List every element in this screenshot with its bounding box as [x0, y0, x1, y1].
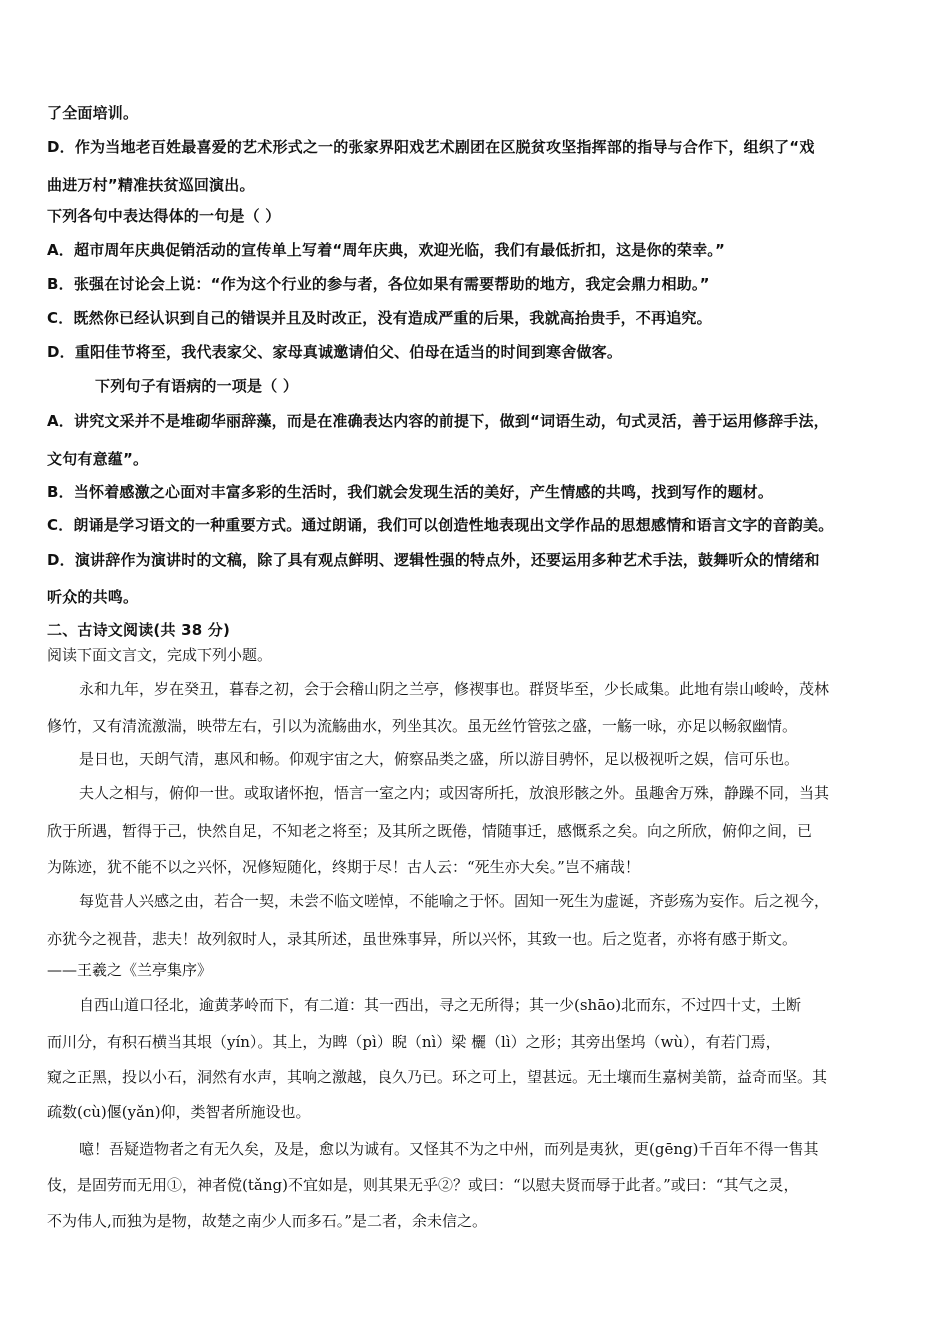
xiaoshi-p2-line2: 伎，是固劳而无用①，神者傥(tǎng)不宜如是，则其果无乎②？或曰：“以慰夫贤而辱于此者。”或曰：“其气之灵，: [47, 1176, 799, 1194]
prev-option-d-line2: 曲进万村”精准扶贫巡回演出。: [47, 176, 255, 194]
error-option-d-line2: 听众的共鸣。: [47, 588, 139, 606]
appropriate-question-stem: 下列各句中表达得体的一句是（ ）: [47, 207, 281, 225]
section-instruction: 阅读下面文言文，完成下列小题。: [47, 646, 273, 664]
lanting-p1-line1: 永和九年，岁在癸丑，暮春之初，会于会稽山阴之兰亭，修禊事也。群贤毕至，少长咸集。此地有崇山峻岭，茂林: [79, 680, 830, 698]
error-option-a-line1: A．讲究文采并不是堆砌华丽辞藻，而是在准确表达内容的前提下，做到“词语生动，句式灵活，善于运用修辞手法，: [47, 412, 829, 430]
lanting-p4-line1: 每览昔人兴感之由，若合一契，未尝不临文嗟悼，不能喻之于怀。固知一死生为虚诞，齐彭殇为妄作。后之视今，: [79, 892, 830, 910]
lanting-p3-line1: 夫人之相与，俯仰一世。或取诸怀抱，悟言一室之内；或因寄所托，放浪形骸之外。虽趣舍万殊，静躁不同，当其: [79, 784, 830, 802]
error-option-d-line1: D．演讲辞作为演讲时的文稿，除了具有观点鲜明、逻辑性强的特点外，还要运用多种艺术手法，鼓舞听众的情绪和: [47, 551, 820, 569]
appropriate-option-a: A．超市周年庆典促销活动的宣传单上写着“周年庆典，欢迎光临，我们有最低折扣，这是你的荣幸。”: [47, 241, 726, 259]
error-option-b: B．当怀着感激之心面对丰富多彩的生活时，我们就会发现生活的美好，产生情感的共鸣，找到写作的题材。: [47, 483, 774, 501]
error-option-c: C．朗诵是学习语文的一种重要方式。通过朗诵，我们可以创造性地表现出文学作品的思想感情和语言文字的音韵美。: [47, 516, 834, 534]
section-heading: 二、古诗文阅读(共 38 分): [47, 621, 231, 639]
lanting-p3-line3: 为陈迹，犹不能不以之兴怀，况修短随化，终期于尽！古人云：“死生亦大矣。”岂不痛哉！: [47, 858, 640, 876]
xiaoshi-p1-line2: 而川分，有积石横当其垠（yín）。其上，为睥（pì）睨（nì）梁 欐（lì）之形；其旁出堡坞（wù），有若门焉，: [47, 1033, 781, 1051]
appropriate-option-c: C．既然你已经认识到自己的错误并且及时改正，没有造成严重的后果，我就高抬贵手，不再追究。: [47, 309, 712, 327]
lanting-p2-line1: 是日也，天朗气清，惠风和畅。仰观宇宙之大，俯察品类之盛，所以游目骋怀，足以极视听之娱，信可乐也。: [79, 750, 800, 768]
xiaoshi-p1-line1: 自西山道口径北，逾黄茅岭而下，有二道：其一西出，寻之无所得；其一少(shāo)北而东，不过四十丈，土断: [79, 996, 802, 1014]
xiaoshi-p2-line3: 不为伟人,而独为是物，故楚之南少人而多石。”是二者，余未信之。: [47, 1212, 487, 1230]
xiaoshi-p2-line1: 噫！吾疑造物者之有无久矣，及是，愈以为诚有。又怪其不为之中州，而列是夷狄，更(gēng)千百年不得一售其: [79, 1140, 819, 1158]
error-question-stem: 下列句子有语病的一项是（ ）: [95, 377, 299, 395]
lanting-p1-line2: 修竹，又有清流激湍，映带左右，引以为流觞曲水，列坐其次。虽无丝竹管弦之盛，一觞一咏，亦足以畅叙幽情。: [47, 717, 798, 735]
prev-question-tail: 了全面培训。: [47, 104, 139, 122]
xiaoshi-p1-line3: 窥之正黑，投以小石，洞然有水声，其响之激越，良久乃已。环之可上，望甚远。无土壤而生嘉树美箭，益奇而坚。其: [47, 1068, 828, 1086]
lanting-p4-line2: 亦犹今之视昔，悲夫！故列叙时人，录其所述，虽世殊事异，所以兴怀，其致一也。后之览者，亦将有感于斯文。: [47, 930, 798, 948]
error-option-a-line2: 文句有意蕴”。: [47, 450, 149, 468]
xiaoshi-p1-line4: 疏数(cù)偃(yǎn)仰，类智者所施设也。: [47, 1103, 311, 1121]
prev-option-d-line1: D．作为当地老百姓最喜爱的艺术形式之一的张家界阳戏艺术剧团在区脱贫攻坚指挥部的指导与合作下，组织了“戏: [47, 138, 815, 156]
appropriate-option-d: D．重阳佳节将至，我代表家父、家母真诚邀请伯父、伯母在适当的时间到寒舍做客。: [47, 343, 623, 361]
appropriate-option-b: B．张强在讨论会上说：“作为这个行业的参与者，各位如果有需要帮助的地方，我定会鼎力相助。”: [47, 275, 710, 293]
lanting-p3-line2: 欣于所遇，暂得于己，快然自足，不知老之将至；及其所之既倦，情随事迁，感慨系之矣。向之所欣，俯仰之间，已: [47, 822, 813, 840]
lanting-attribution: ——王羲之《兰亭集序》: [47, 961, 213, 979]
